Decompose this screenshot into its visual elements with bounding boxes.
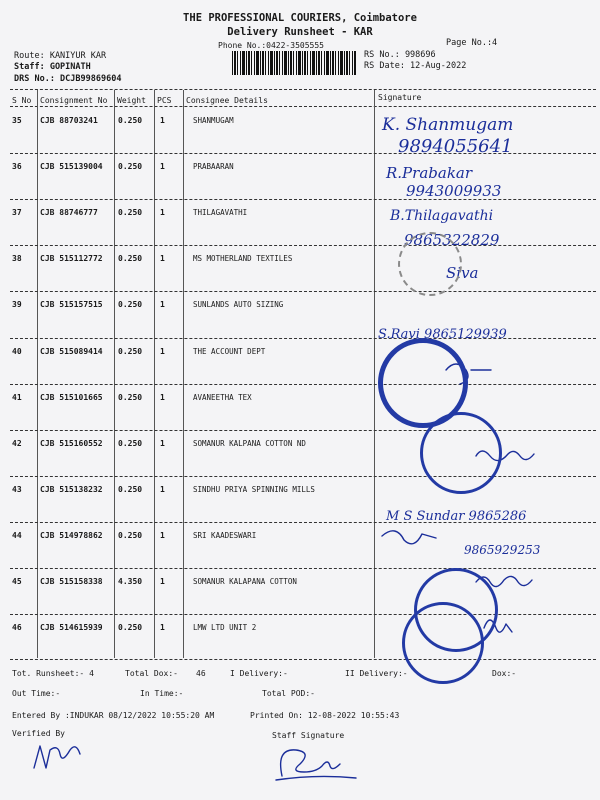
dox-count: Dox:-	[492, 669, 517, 678]
row-pcs: 1	[160, 116, 165, 125]
sheet-title: Delivery Runsheet - KAR	[227, 26, 373, 38]
company-stamp	[402, 602, 484, 684]
phone-number: Phone No.:0422-3505555	[218, 41, 324, 50]
row-sno: 39	[12, 300, 22, 310]
row-weight: 4.350	[118, 577, 143, 586]
company-name: THE PROFESSIONAL COURIERS, Coimbatore	[183, 12, 417, 24]
col-header-weight: Weight	[117, 96, 146, 105]
row-consignment-no: CJB 515160552	[40, 438, 103, 448]
row-pcs: 1	[160, 484, 165, 494]
row-weight: 0.250	[118, 623, 143, 633]
row-consignee: LMW LTD UNIT 2	[193, 623, 257, 633]
row-sno: 36	[12, 162, 22, 172]
row-consignment-no: CJB 515139004	[40, 162, 103, 172]
row-pcs: 1	[160, 530, 165, 540]
row-weight: 0.250	[118, 162, 143, 172]
verifier-signature-stroke	[34, 746, 80, 768]
col-header-consignee: Consignee Details	[186, 96, 268, 105]
handwriting-row35-phone: 9894055641	[398, 136, 513, 157]
staff-signature-stroke	[276, 750, 356, 780]
col-header-pcs: PCS	[157, 96, 172, 105]
table-top-rule	[10, 89, 596, 90]
row-sno: 46	[12, 623, 22, 633]
handwriting-row40: S.Ravi 9865129939	[378, 327, 507, 342]
page-number: Page No.:4	[446, 38, 498, 48]
row-consignee: SHANMUGAM	[193, 116, 234, 125]
row-sno: 45	[12, 577, 22, 586]
row-pcs: 1	[160, 623, 165, 633]
rs-date: RS Date: 12-Aug-2022	[364, 61, 467, 71]
row-consignment-no: CJB 515138232	[40, 484, 103, 494]
row-consignee: PRABAARAN	[193, 162, 234, 172]
i-delivery: I Delivery:-	[230, 669, 288, 678]
row-pcs: 1	[160, 300, 165, 310]
row-consignee: THILAGAVATHI	[193, 208, 248, 218]
handwriting-row44-name: M S Sundar 9865286	[386, 509, 527, 524]
row-sno: 40	[12, 346, 22, 356]
row-pcs: 1	[160, 438, 165, 448]
staff-signature	[270, 740, 360, 790]
printed-on: Printed On: 12-08-2022 10:55:43	[250, 711, 400, 720]
row-consignee: MS MOTHERLAND TEXTILES	[193, 254, 293, 264]
handwriting-row37-name: B.Thilagavathi	[390, 208, 494, 224]
row-sno: 37	[12, 208, 22, 218]
drs-number: DRS No.: DCJB99869604	[14, 74, 122, 84]
row-weight: 0.250	[118, 116, 143, 125]
row-consignment-no: CJB 515112772	[40, 254, 103, 264]
row-sno: 38	[12, 254, 22, 264]
row-weight: 0.250	[118, 300, 143, 310]
row-consignment-no: CJB 515101665	[40, 392, 103, 402]
col-divider	[183, 90, 184, 658]
out-time: Out Time:-	[12, 689, 61, 698]
row-pcs: 1	[160, 208, 165, 218]
table-bottom-rule	[10, 659, 596, 660]
row-pcs: 1	[160, 392, 165, 402]
header-rule	[10, 106, 596, 107]
tot-runsheet: Tot. Runsheet:- 4	[12, 669, 94, 678]
handwriting-row44-phone: 9865929253	[464, 543, 541, 557]
staff-signature-label: Staff Signature	[272, 731, 345, 740]
row-weight: 0.250	[118, 438, 143, 448]
handwriting-row36-phone: 9943009933	[406, 182, 502, 200]
handwriting-row36-name: R.Prabakar	[386, 164, 473, 182]
row-consignee: SUNLANDS AUTO SIZING	[193, 300, 284, 310]
row-weight: 0.250	[118, 208, 143, 218]
row-weight: 0.250	[118, 254, 143, 264]
row-consignee: SOMANUR KALAPANA COTTON	[193, 577, 297, 586]
handwriting-row37-phone: 9865322829	[404, 231, 500, 249]
row-sno: 44	[12, 530, 22, 540]
verified-by-label: Verified By	[12, 729, 65, 738]
row-pcs: 1	[160, 254, 165, 264]
total-dox-label: Total Dox:-	[125, 669, 178, 678]
handwriting-row35-name: K. Shanmugam	[382, 115, 514, 135]
row-pcs: 1	[160, 577, 165, 586]
row-consignee: AVANEETHA TEX	[193, 392, 252, 402]
ii-delivery: II Delivery:-	[345, 669, 408, 678]
entered-by: Entered By :INDUKAR 08/12/2022 10:55:20 AM	[12, 711, 215, 720]
row-sno: 42	[12, 438, 22, 448]
row-consignee: SRI KAADESWARI	[193, 530, 257, 540]
row-consignee: THE ACCOUNT DEPT	[193, 346, 266, 356]
row-sno: 41	[12, 392, 22, 402]
handwriting-row38: Siva	[446, 264, 479, 282]
col-header-sno: S No	[12, 96, 32, 105]
row-consignment-no: CJB 88703241	[40, 116, 98, 125]
col-header-consignment: Consignment No	[40, 96, 108, 105]
row-weight: 0.250	[118, 392, 143, 402]
staff-name: Staff: GOPINATH	[14, 62, 91, 72]
row-pcs: 1	[160, 162, 165, 172]
row-consignment-no: CJB 515157515	[40, 300, 103, 310]
route: Route: KANIYUR KAR	[14, 51, 107, 61]
row-weight: 0.250	[118, 484, 143, 494]
row-pcs: 1	[160, 346, 165, 356]
row-sno: 43	[12, 484, 22, 494]
row-consignment-no: CJB 514615939	[40, 623, 103, 633]
col-divider	[37, 90, 38, 658]
row-weight: 0.250	[118, 346, 143, 356]
row-consignment-no: CJB 515158338	[40, 577, 103, 586]
rs-number: RS No.: 998696	[364, 50, 436, 60]
in-time: In Time:-	[140, 689, 184, 698]
row-consignment-no: CJB 514978862	[40, 530, 103, 540]
col-divider	[154, 90, 155, 658]
row-consignment-no: CJB 88746777	[40, 208, 98, 218]
col-divider	[114, 90, 115, 658]
total-dox-value: 46	[196, 669, 206, 678]
company-stamp	[398, 232, 462, 296]
row-consignment-no: CJB 515089414	[40, 346, 103, 356]
row-consignee: SINDHU PRIYA SPINNING MILLS	[193, 484, 315, 494]
col-divider	[374, 90, 375, 658]
company-stamp	[420, 412, 502, 494]
barcode	[232, 51, 356, 75]
col-header-signature: Signature	[378, 93, 422, 102]
row-sno: 35	[12, 116, 22, 125]
scribble-row44	[382, 531, 436, 544]
verifier-signature	[30, 738, 90, 778]
row-consignee: SOMANUR KALPANA COTTON ND	[193, 438, 306, 448]
row-weight: 0.250	[118, 530, 143, 540]
total-pod: Total POD:-	[262, 689, 315, 698]
